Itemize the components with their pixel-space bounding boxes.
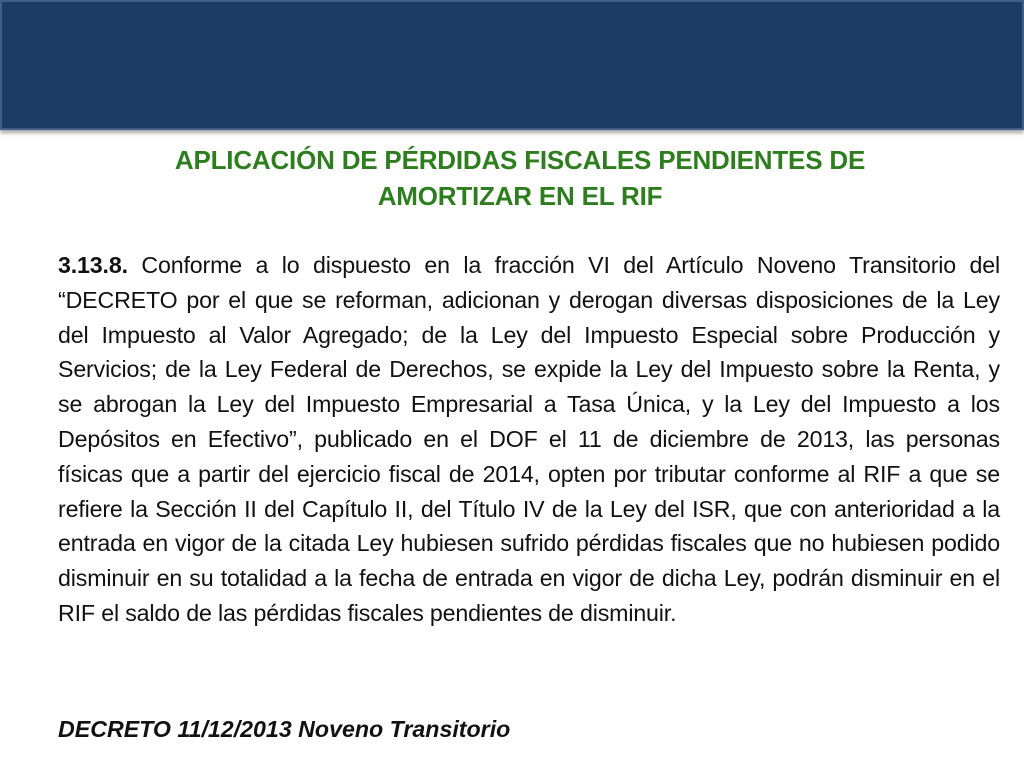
slide-title [100,142,940,214]
rule-number: 3.13.8. [58,252,128,278]
legal-citation: DECRETO 11/12/2013 Noveno Transitorio [58,716,511,742]
rule-text: Conforme a lo dispuesto en la fracción VI del Artículo Noveno Transitorio del “DECRETO por el que se reforman, adicionan y derogan diversas disposiciones de la Ley del Impuesto al Valor Agregado; de la Ley del Impuesto Especial sobre Producción y Servicios; de la Ley Federal de Derechos, se expide la Ley del Impuesto sobre la Renta, y se abrogan la Ley del Impuesto Empresarial a Tasa Única, y la Ley del Impuesto a los Depósitos en Efectivo”, publicado en el DOF el 11 de diciembre de 2013, las personas físicas que a partir del ejercicio fiscal de 2014, opten por tributar conforme al RIF a que se refiere la Sección II del Capítulo II, del Título IV de la Ley del ISR, que con anterioridad a la entrada en vigor de la citada Ley hubiesen sufrido pérdidas fiscales que no hubiesen podido disminuir en su totalidad a la fecha de entrada en vigor de dicha Ley, podrán disminuir en el RIF el saldo de las pérdidas fiscales pendientes de disminuir. [58,252,1001,626]
title-line-1: APLICACIÓN DE PÉRDIDAS FISCALES PENDIENTES DE [174,145,866,175]
rule-paragraph [58,248,1000,631]
header-band [0,0,1024,130]
title-line-2: AMORTIZAR EN EL RIF [377,181,663,211]
